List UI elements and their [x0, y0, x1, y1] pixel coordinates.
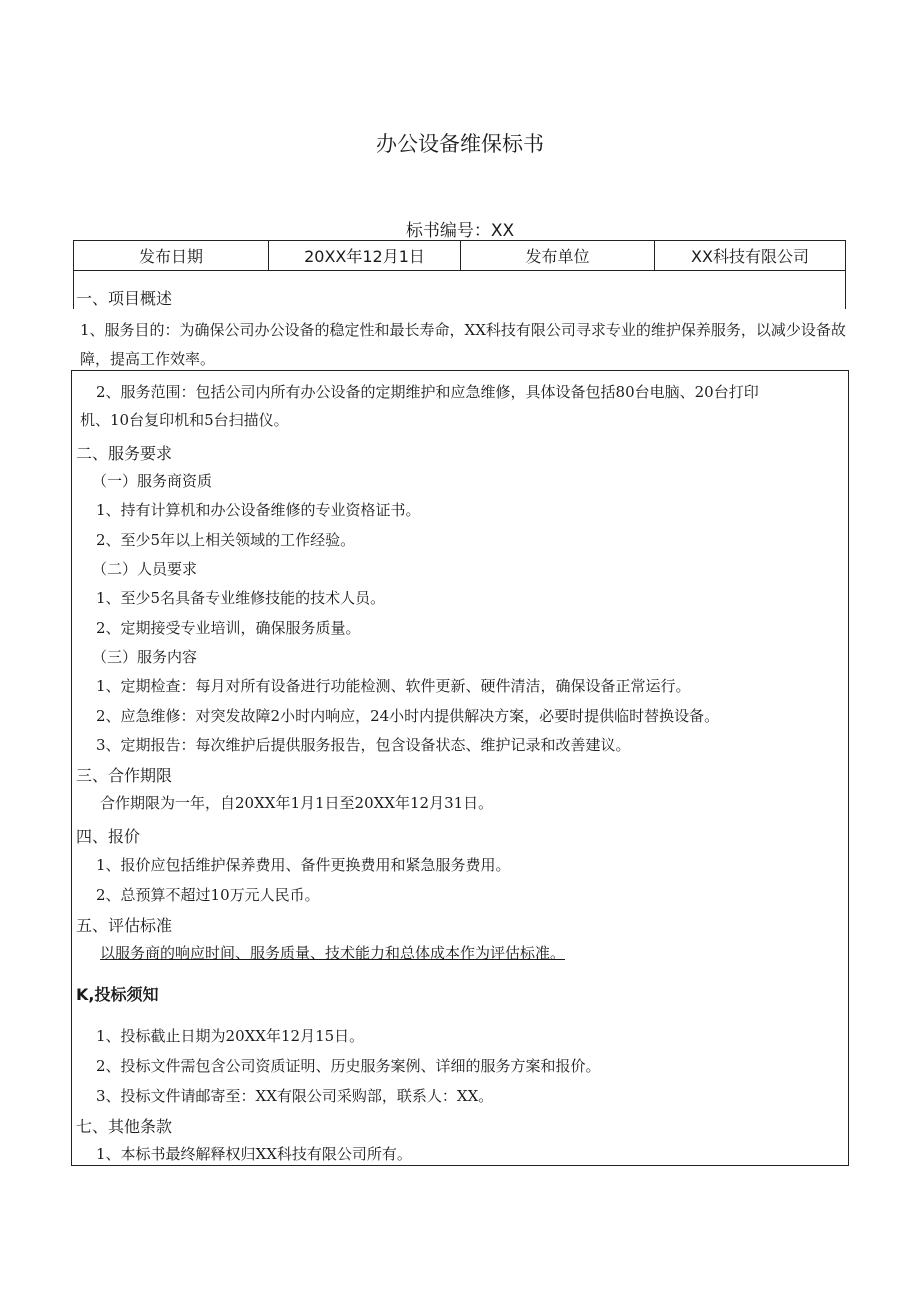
qualification-item-2: 2、至少5年以上相关领域的工作经验。 [96, 531, 356, 549]
subheading-qualification: （一）服务商资质 [92, 472, 213, 490]
section-7-item-1: 1、本标书最终解释权归XX科技有限公司所有。 [96, 1145, 412, 1163]
section-4-item-2: 2、总预算不超过10万元人民币。 [96, 886, 320, 904]
section-5-text: 以服务商的响应时间、服务质量、技术能力和总体成本作为评估标准。 [100, 944, 566, 962]
left-border-line [73, 269, 74, 309]
section-5-heading: 五、评估标准 [76, 916, 173, 935]
section-6-heading: K,投标须知 [76, 985, 159, 1004]
personnel-item-1: 1、至少5名具备专业维修技能的技术人员。 [96, 589, 386, 607]
date-value: 20XX年12月1日 [269, 241, 461, 271]
document-title: 办公设备维保标书 [376, 132, 544, 156]
header-row [74, 241, 846, 271]
section-1-scope-line1: 2、服务范围：包括公司内所有办公设备的定期维护和应急维修，具体设备包括80台电脑、20台打印 [96, 383, 759, 401]
right-border-line [845, 269, 846, 309]
section-7-heading: 七、其他条款 [76, 1117, 173, 1136]
org-label: 发布单位 [461, 241, 655, 271]
service-item-3: 3、定期报告：每次维护后提供服务报告，包含设备状态、维护记录和改善建议。 [96, 736, 631, 754]
document-number: 标书编号：XX [405, 221, 515, 241]
qualification-item-1: 1、持有计算机和办公设备维修的专业资格证书。 [96, 501, 421, 519]
section-2-heading: 二、服务要求 [76, 444, 173, 463]
section-3-heading: 三、合作期限 [76, 766, 173, 785]
content-box [71, 370, 849, 1166]
header-table [73, 240, 846, 271]
section-1-heading: 一、项目概述 [76, 289, 173, 308]
service-item-1: 1、定期检查：每月对所有设备进行功能检测、软件更新、硬件清洁，确保设备正常运行。 [96, 677, 691, 695]
section-6-item-2: 2、投标文件需包含公司资质证明、历史服务案例、详细的服务方案和报价。 [96, 1057, 601, 1075]
subheading-personnel: （二）人员要求 [92, 560, 198, 578]
personnel-item-2: 2、定期接受专业培训，确保服务质量。 [96, 619, 361, 637]
section-6-item-3: 3、投标文件请邮寄至：XX有限公司采购部，联系人：XX。 [96, 1087, 494, 1105]
section-6-item-1: 1、投标截止日期为20XX年12月15日。 [96, 1027, 365, 1045]
section-1-purpose: 1、服务目的：为确保公司办公设备的稳定性和最长寿命，XX科技有限公司寻求专业的维护保养服务，以减少设备故障，提高工作效率。 [80, 321, 846, 368]
section-4-heading: 四、报价 [76, 827, 141, 846]
subheading-service-content: （三）服务内容 [92, 648, 198, 666]
date-label: 发布日期 [74, 241, 269, 271]
section-3-text: 合作期限为一年，自20XX年1月1日至20XX年12月31日。 [100, 794, 494, 812]
org-value: XX科技有限公司 [655, 241, 846, 271]
section-4-item-1: 1、报价应包括维护保养费用、备件更换费用和紧急服务费用。 [96, 856, 511, 874]
section-1-scope-line2: 机、10台复印机和5台扫描仪。 [80, 411, 289, 429]
service-item-2: 2、应急维修：对突发故障2小时内响应，24小时内提供解决方案，必要时提供临时替换设备。 [96, 707, 720, 725]
